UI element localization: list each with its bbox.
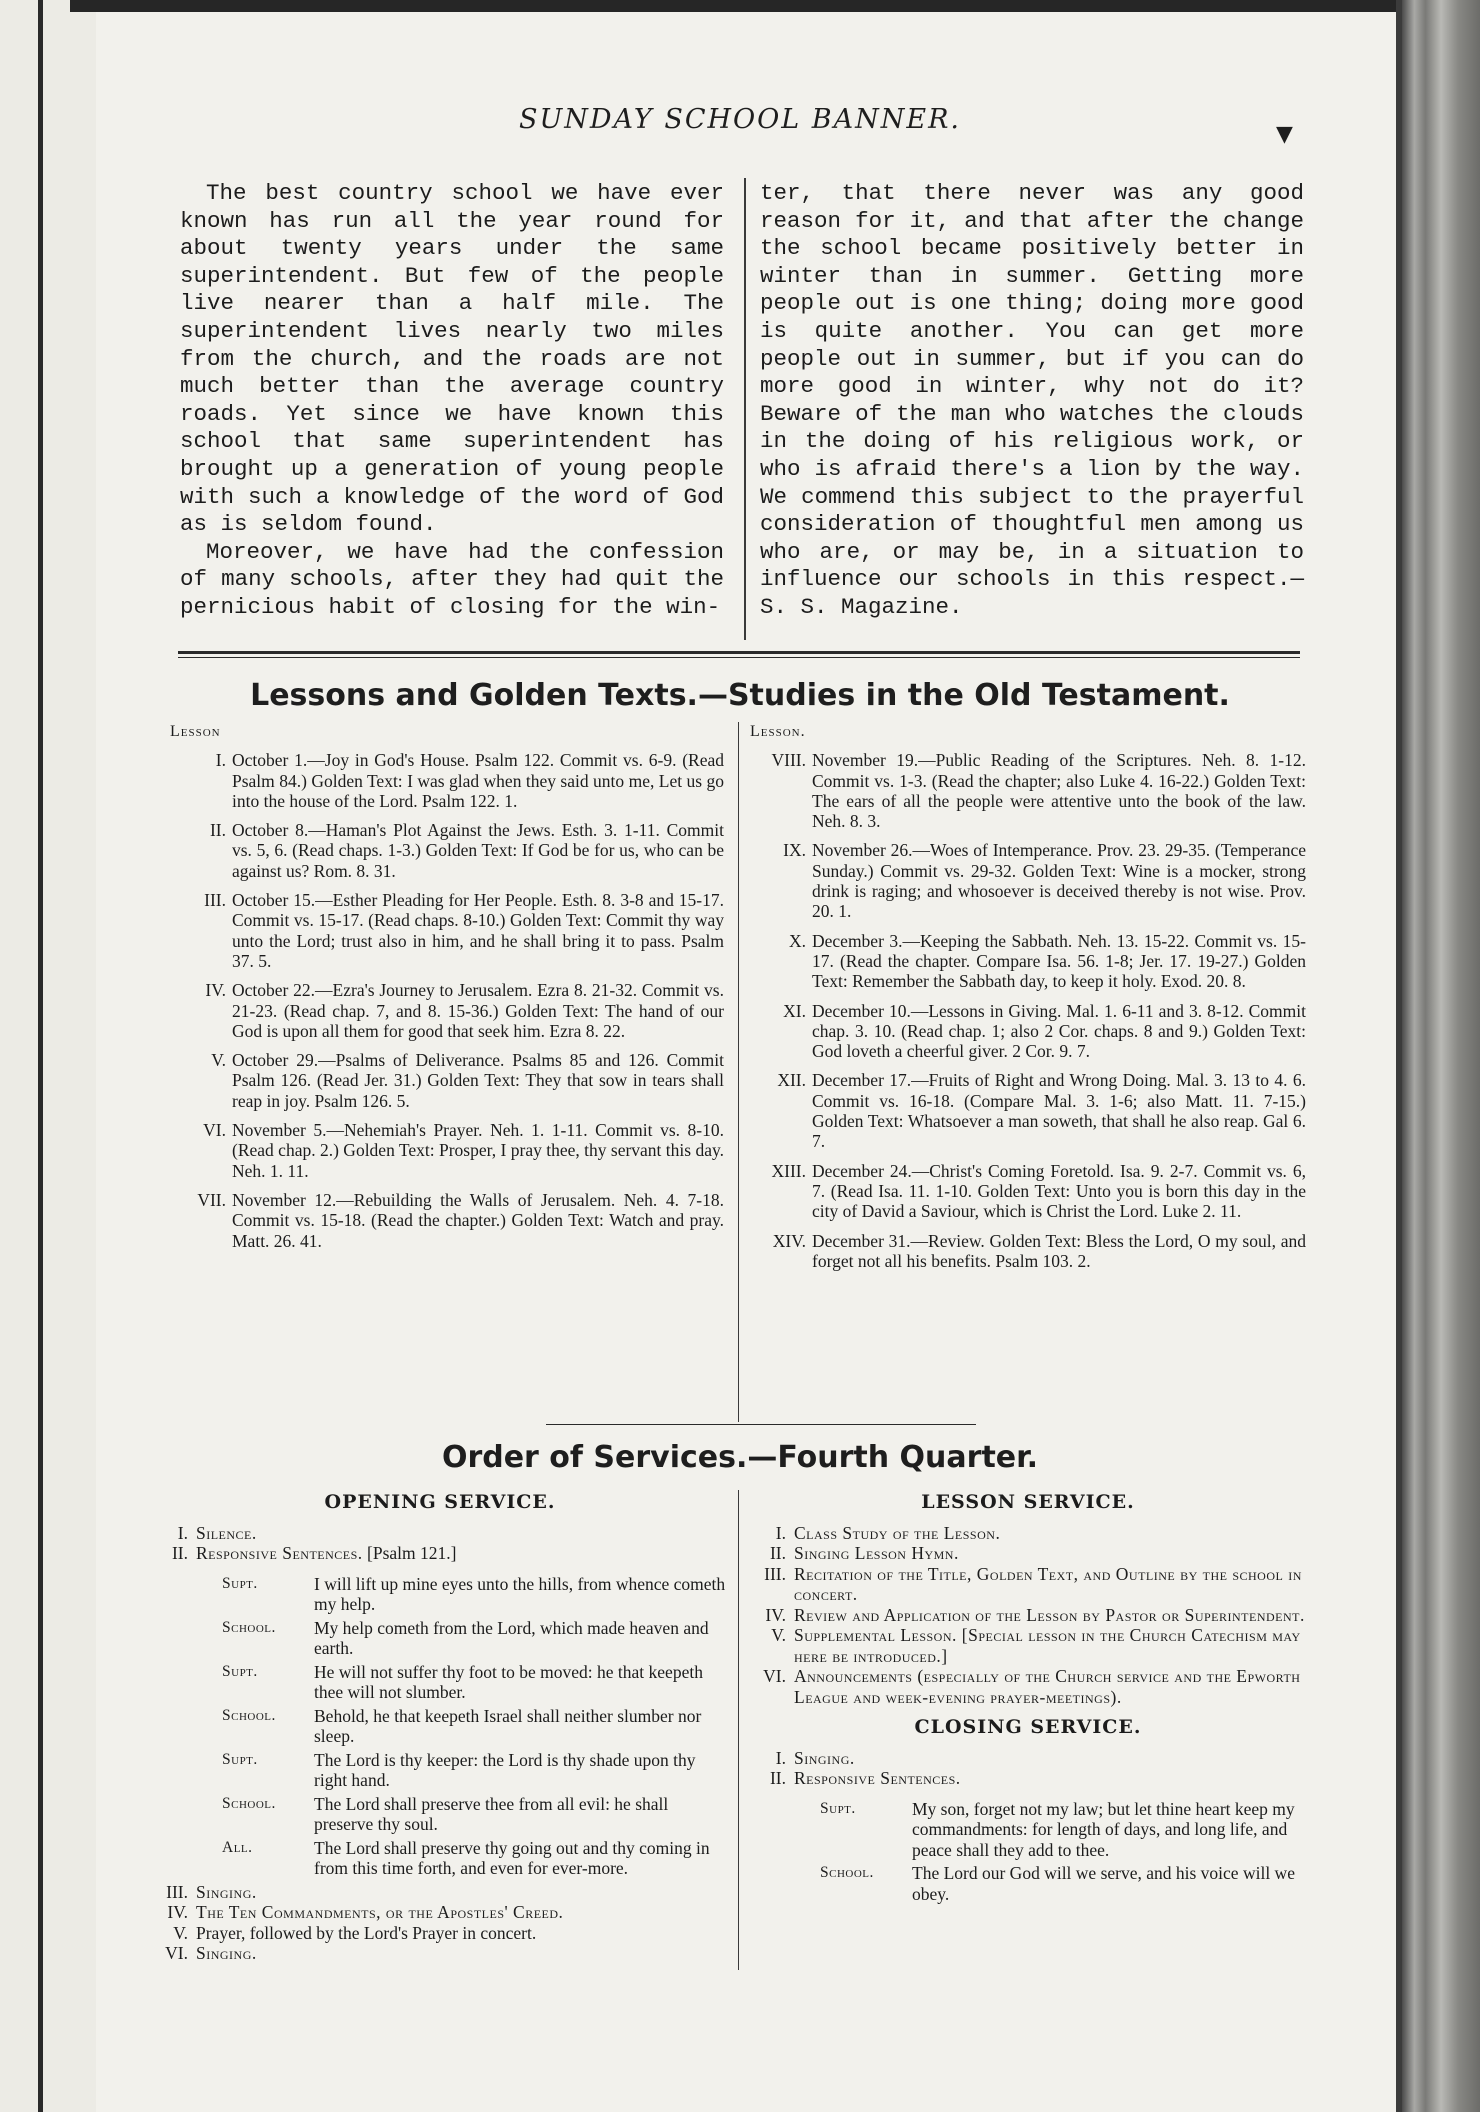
- column-divider: [738, 722, 739, 1422]
- item-text: Responsive Sentences.: [794, 1768, 961, 1788]
- response-line: [150, 1618, 730, 1659]
- speaker: Supt.: [820, 1799, 856, 1817]
- item-number: III.: [166, 1881, 188, 1902]
- service-item: [150, 1902, 730, 1923]
- response-text: The Lord shall preserve thee from all evil: he shall preserve thy soul.: [314, 1793, 669, 1834]
- response-line: [150, 1706, 730, 1747]
- item-number: VI.: [165, 1943, 188, 1963]
- item-number: II.: [769, 1768, 786, 1788]
- lesson-column-label: Lesson: [170, 723, 221, 740]
- lessons-column-1: [170, 722, 724, 1260]
- lesson-entry: [170, 750, 724, 811]
- lesson-number: II.: [209, 820, 226, 841]
- lesson-text: December 17.—Fruits of Right and Wrong Doing. Mal. 3. 13 to 4. 6. Commit vs. 16-18. (Compare Mal. 3. 1-6; also Matt. 11. 7-15.) Golden Text: Whatsoever a man soweth, that shall he also reap. Gal 6. 7.: [812, 1070, 1306, 1152]
- response-text: The Lord is thy keeper: the Lord is thy shade upon thy right hand.: [314, 1749, 696, 1790]
- lesson-text: December 31.—Review. Golden Text: Bless the Lord, O my soul, and forget not all his benefits. Psalm 103. 2.: [812, 1230, 1306, 1271]
- item-text: Singing Lesson Hymn.: [794, 1543, 959, 1563]
- lesson-number: X.: [788, 930, 806, 951]
- speaker: School.: [222, 1706, 276, 1724]
- item-text: Prayer, followed by the Lord's Prayer in concert.: [196, 1922, 537, 1943]
- lesson-entry: [750, 1231, 1306, 1272]
- item-text: Class Study of the Lesson.: [794, 1522, 1001, 1543]
- speaker: School.: [222, 1618, 276, 1636]
- column-divider: [744, 178, 746, 640]
- lesson-text: November 5.—Nehemiah's Prayer. Neh. 1. 1-11. Commit vs. 8-10. (Read chap. 2.) Golden Text: Prosper, I pray thee, thy servant this day. Neh. 1. 11.: [232, 1120, 724, 1181]
- lesson-number: VII.: [197, 1189, 226, 1210]
- response-text: The Lord our God will we serve, and his voice will we obey.: [912, 1863, 1295, 1904]
- lesson-text: December 3.—Keeping the Sabbath. Neh. 13. 15-22. Commit vs. 15-17. (Read the chapter. Compare Isa. 56. 1-8; Jer. 17. 19-27.) Golden Text: Remember the Sabbath day, to keep it holy. Exod. 20. 8.: [812, 930, 1306, 992]
- lesson-text: November 26.—Woes of Intemperance. Prov. 23. 29-35. (Temperance Sunday.) Commit vs. 29-32. Golden Text: Wine is a mocker, strong drink is raging; and whosoever is deceived thereby is not wise. Prov. 20. 1.: [812, 840, 1306, 922]
- lesson-entry: [750, 750, 1306, 831]
- lesson-number: XIII.: [771, 1160, 806, 1181]
- item-number: II.: [769, 1543, 786, 1563]
- section-rule-thin: [178, 657, 1300, 658]
- lesson-entry: [170, 890, 724, 971]
- item-text: Singing.: [196, 1881, 257, 1902]
- article-paragraph: ter, that there never was any good reason for it, and that after the change the school became positively better in winter than in summer. Getting more people out is one thing; doing more good is quite another. You can get more people out in summer, but if you can do more good in winter, why not do it? Beware of the man who watches the clouds in the doing of his religious work, or who is afraid there's a lion by the way. We commend this subject to the prayerful consideration of thoughtful men among us who are, or may be, in a situation to influence our schools in this respect.—S. S. Magazine.: [760, 180, 1304, 620]
- lessons-column-2: [750, 722, 1306, 1280]
- item-text: Responsive Sentences.: [196, 1543, 363, 1563]
- section-rule: [178, 651, 1300, 654]
- order-heading: Order of Services.—Fourth Quarter.: [441, 1440, 1039, 1475]
- lesson-column-label: Lesson.: [750, 723, 806, 740]
- lesson-entry: [170, 1050, 724, 1111]
- lessons-heading: Lessons and Golden Texts.—Studies in the Old Testament.: [250, 678, 1230, 713]
- lesson-text: October 29.—Psalms of Deliverance. Psalms 85 and 126. Commit Psalm 126. (Read Jer. 31.) Golden Text: They that sow in tears shall reap in joy. Psalm 126. 5.: [232, 1050, 724, 1111]
- response-line: [150, 1662, 730, 1703]
- lesson-number: XII.: [777, 1070, 806, 1091]
- lesson-entry: [750, 840, 1306, 921]
- item-text: Singing.: [794, 1747, 855, 1768]
- speaker: Supt.: [222, 1662, 258, 1680]
- speaker: Supt.: [222, 1750, 258, 1768]
- service-item: [748, 1523, 1308, 1544]
- lesson-number: I.: [215, 750, 226, 771]
- lesson-text: December 24.—Christ's Coming Foretold. Isa. 9. 2-7. Commit vs. 6, 7. (Read Isa. 11. 1-10. Golden Text: Unto you is born this day in the city of David a Saviour, which is Christ the Lord. Luke 2. 11.: [812, 1160, 1306, 1222]
- lesson-number: IV.: [205, 980, 226, 1001]
- item-number: IV.: [167, 1902, 188, 1922]
- closing-service-title: CLOSING SERVICE.: [914, 1716, 1142, 1738]
- service-item: [150, 1923, 730, 1944]
- item-text: The Ten Commandments, or the Apostles' Creed.: [196, 1902, 564, 1922]
- lesson-entry: [170, 980, 724, 1041]
- lesson-number: XIV.: [772, 1230, 806, 1251]
- lesson-text: December 10.—Lessons in Giving. Mal. 1. 6-11 and 3. 8-12. Commit chap. 3. 10. (Read chap. 1; also 2 Cor. chaps. 8 and 9.) Golden Text: God loveth a cheerful giver. 2 Cor. 9. 7.: [812, 1000, 1306, 1062]
- service-item: [748, 1625, 1308, 1666]
- article-column-2: [760, 180, 1304, 622]
- lesson-entry: [750, 931, 1306, 992]
- lesson-entry: [750, 1001, 1306, 1062]
- item-number: I.: [775, 1522, 786, 1543]
- lesson-entry: [170, 1190, 724, 1251]
- response-text: The Lord shall preserve thy going out and thy coming in from this time forth, and even for ever-more.: [314, 1837, 710, 1878]
- item-number: V.: [771, 1625, 786, 1645]
- lesson-text: October 22.—Ezra's Journey to Jerusalem. Ezra 8. 21-32. Commit vs. 21-23. (Read chap. 7, and 8. 15-36.) Golden Text: The hand of our God is upon all them for good that seek him. Ezra 8. 22.: [232, 980, 724, 1041]
- service-item: [748, 1605, 1308, 1626]
- lesson-entry: [170, 1120, 724, 1181]
- speaker: School.: [222, 1794, 276, 1812]
- speaker: Supt.: [222, 1574, 258, 1592]
- response-line: [150, 1794, 730, 1835]
- page-edge: [1402, 0, 1480, 2112]
- article-paragraph: Moreover, we have had the confession of many schools, after they had quit the pernicious habit of closing for the win-: [180, 538, 724, 620]
- left-gutter: [0, 0, 70, 2112]
- response-line: [748, 1863, 1308, 1904]
- speaker: School.: [820, 1864, 874, 1881]
- response-line: [150, 1574, 730, 1615]
- response-line: [150, 1838, 730, 1879]
- opening-service-title: OPENING SERVICE.: [324, 1491, 556, 1513]
- response-line: [748, 1799, 1308, 1861]
- lesson-number: VI.: [203, 1120, 226, 1141]
- item-text: Silence.: [196, 1522, 257, 1543]
- item-text: Review and Application of the Lesson by Pastor or Superintendent.: [794, 1604, 1305, 1625]
- response-line: [150, 1750, 730, 1791]
- response-text: I will lift up mine eyes unto the hills, from whence cometh my help.: [314, 1573, 726, 1614]
- lesson-number: III.: [204, 890, 226, 911]
- service-item: [748, 1543, 1308, 1564]
- item-text: Announcements (especially of the Church service and the Epworth League and week-evening prayer-meetings).: [794, 1666, 1301, 1707]
- service-item: [748, 1748, 1308, 1769]
- lesson-number: V.: [211, 1050, 226, 1071]
- service-item: [748, 1768, 1308, 1789]
- running-head: SUNDAY SCHOOL BANNER.: [518, 104, 962, 135]
- item-number: III.: [764, 1563, 786, 1584]
- item-text: Recitation of the Title, Golden Text, and Outline by the school in concert.: [794, 1563, 1302, 1604]
- article-paragraph: The best country school we have ever known has run all the year round for about twenty years under the same superintendent. But few of the people live nearer than a half mile. The superintendent lives nearly two miles from the church, and the roads are not much better than the average country roads. Yet since we have known this school that same superintendent has brought up a generation of young people with such a knowledge of the word of God as is seldom found.: [180, 180, 724, 538]
- item-number: VI.: [763, 1666, 786, 1686]
- lesson-number: IX.: [783, 840, 806, 861]
- top-border: [0, 0, 1480, 12]
- item-number: I.: [775, 1747, 786, 1768]
- section-rule-short: [546, 1424, 976, 1425]
- lesson-and-closing-column: [748, 1492, 1308, 1907]
- service-item: [150, 1882, 730, 1903]
- lesson-entry: [750, 1070, 1306, 1151]
- service-item: [748, 1666, 1308, 1707]
- lesson-service-title: LESSON SERVICE.: [921, 1491, 1135, 1513]
- lesson-text: October 15.—Esther Pleading for Her People. Esth. 8. 3-8 and 15-17. Commit vs. 15-17. (Read chaps. 8-10.) Golden Text: Commit thy way unto the Lord; trust also in him, and he shall bring it to pass. Psalm 37. 5.: [232, 890, 724, 971]
- response-text: My help cometh from the Lord, which made heaven and earth.: [314, 1617, 709, 1658]
- item-number: IV.: [765, 1604, 786, 1625]
- lesson-text: November 19.—Public Reading of the Scriptures. Neh. 8. 1-12. Commit vs. 1-3. (Read the chapter; also Luke 4. 16-22.) Golden Text: The ears of all the people were attentive unto the book of the law. Neh. 8. 3.: [812, 750, 1306, 832]
- lesson-entry: [750, 1161, 1306, 1222]
- page-mark: ▼: [1276, 122, 1293, 147]
- lesson-number: XI.: [783, 1000, 806, 1021]
- response-text: My son, forget not my law; but let thine heart keep my commandments: for length of days, and long life, and peace shall they add to thee.: [912, 1798, 1295, 1860]
- lesson-text: October 8.—Haman's Plot Against the Jews. Esth. 3. 1-11. Commit vs. 5, 6. (Read chaps. 1-3.) Golden Text: If God be for us, who can be against us? Rom. 8. 31.: [232, 820, 724, 881]
- lesson-text: November 12.—Rebuilding the Walls of Jerusalem. Neh. 4. 7-18. Commit vs. 15-18. (Read the chapter.) Golden Text: Watch and pray. Matt. 26. 41.: [232, 1189, 724, 1251]
- opening-service-column: [150, 1492, 730, 1964]
- article-column-1: [180, 180, 724, 622]
- response-text: Behold, he that keepeth Israel shall neither slumber nor sleep.: [314, 1705, 702, 1746]
- column-divider: [738, 1490, 739, 1970]
- service-item: [748, 1564, 1308, 1605]
- speaker: All.: [222, 1838, 253, 1856]
- item-number: II.: [171, 1543, 188, 1563]
- item-text: Singing.: [196, 1943, 257, 1963]
- service-item: [150, 1543, 730, 1564]
- service-item: [150, 1523, 730, 1544]
- lesson-text: October 1.—Joy in God's House. Psalm 122. Commit vs. 6-9. (Read Psalm 84.) Golden Text: I was glad when they said unto me, Let us go into the house of the Lord. Psalm 122. 1.: [232, 750, 724, 811]
- service-item: [150, 1943, 730, 1964]
- item-number: I.: [177, 1522, 188, 1543]
- response-text: He will not suffer thy foot to be moved: he that keepeth thee will not slumber.: [314, 1661, 703, 1702]
- lesson-entry: [170, 820, 724, 881]
- item-text: Supplemental Lesson. [Special lesson in the Church Catechism may here be introduced.]: [794, 1625, 1301, 1666]
- item-number: V.: [173, 1922, 188, 1943]
- item-reference: [Psalm 121.]: [367, 1543, 457, 1563]
- lesson-number: VIII.: [771, 750, 806, 771]
